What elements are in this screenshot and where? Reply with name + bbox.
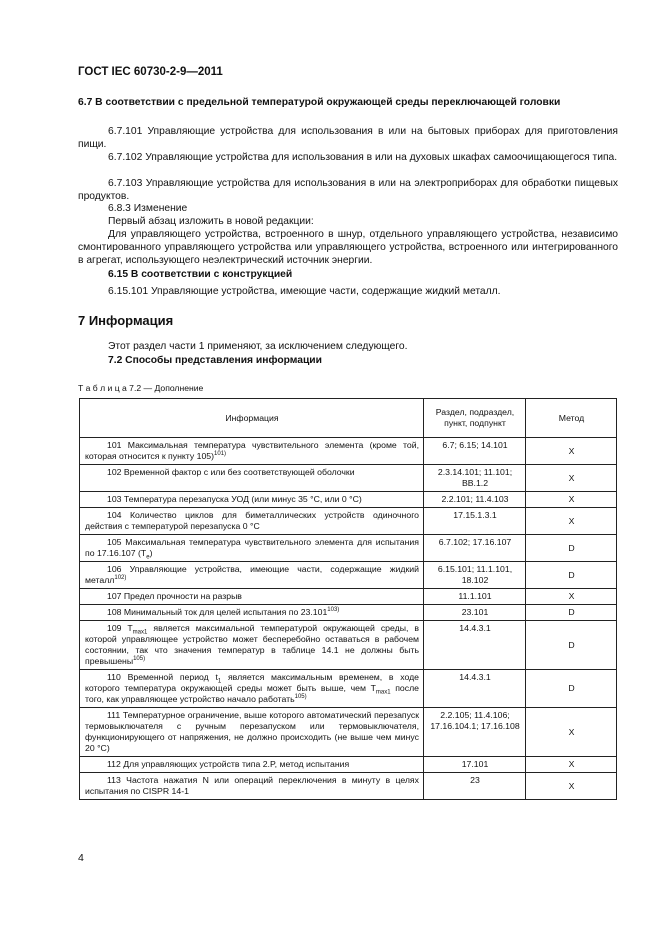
paragraph-6-7-101: 6.7.101 Управляющие устройства для использования в или на бытовых приборах для приготовления пищи.	[78, 126, 618, 151]
row-information	[80, 438, 424, 465]
row-reference: 23.101	[424, 605, 526, 621]
document-header: ГОСТ IEC 60730-2-9—2011	[78, 66, 223, 78]
header-information: Информация	[80, 399, 424, 438]
row-reference: 2.2.101; 11.4.103	[424, 492, 526, 508]
table-row	[80, 508, 617, 535]
row-information	[80, 589, 424, 605]
paragraph-6-7-102: 6.7.102 Управляющие устройства для использования в или на духовых шкафах самоочищающегося типа.	[108, 152, 618, 163]
table-row	[80, 708, 617, 757]
row-text: 108 Минимальный ток для целей испытания по 23.101	[107, 607, 328, 617]
row-reference: 11.1.101	[424, 589, 526, 605]
row-information	[80, 492, 424, 508]
row-text: 106 Управляющие устройства, имеющие части, содержащие жидкий металл	[85, 564, 419, 585]
row-supscript: 105)	[133, 656, 146, 663]
row-subscript: max1	[375, 689, 391, 696]
row-reference: 17.15.1.3.1	[424, 508, 526, 535]
row-text: 105 Максимальная температура чувствительного элемента для испытания по 17.16.107 (T	[85, 537, 419, 558]
row-method: X	[526, 773, 617, 800]
row-reference: 2.3.14.101; 11.101; BB.1.2	[424, 465, 526, 492]
row-text: 107 Предел прочности на разрыв	[107, 591, 242, 601]
row-method: D	[526, 605, 617, 621]
row-text: после того, как управляющее устройство начало работать	[85, 683, 419, 704]
row-method: D	[526, 562, 617, 589]
table-header-row	[80, 399, 617, 438]
table-caption: Т а б л и ц а 7.2 — Дополнение	[78, 383, 204, 393]
row-method: D	[526, 621, 617, 670]
row-information	[80, 535, 424, 562]
paragraph-section-7: Этот раздел части 1 применяют, за исключением следующего.	[108, 341, 408, 352]
row-reference: 17.101	[424, 757, 526, 773]
row-method: X	[526, 492, 617, 508]
table-row	[80, 465, 617, 492]
table-row	[80, 670, 617, 708]
table-row	[80, 621, 617, 670]
row-text: 101 Максимальная температура чувствительного элемента (кроме той, которая относится к пункту 105)	[85, 440, 419, 461]
table-row	[80, 438, 617, 465]
row-supscript: 103)	[327, 607, 340, 614]
header-method: Метод	[526, 399, 617, 438]
page-number: 4	[78, 852, 84, 864]
row-text: является максимальным временем, в ходе которого температура окружающей среды может быть выше, чем T	[85, 672, 419, 693]
row-reference: 2.2.105; 11.4.106; 17.16.104.1; 17.16.108	[424, 708, 526, 757]
row-method: X	[526, 465, 617, 492]
paragraph-cord-device: Для управляющего устройства, встроенного в шнур, отдельного управляющего устройства, независимо смонтированного управляющего устройства или управляющего устройства, встроенного или интегрированного в агрегат, использующего неэлектрический источник энергии.	[78, 229, 618, 267]
row-method: D	[526, 535, 617, 562]
row-text: 109 T	[107, 623, 133, 633]
row-information	[80, 508, 424, 535]
row-method: D	[526, 670, 617, 708]
row-reference: 23	[424, 773, 526, 800]
table-row	[80, 773, 617, 800]
row-text: 104 Количество циклов для биметаллических устройств одиночного действия с температурой перезапуска 0 °С	[85, 510, 419, 531]
row-text: является максимальной температурой окружающей среды, в которой управляющее устройство может бесперебойно оставаться в рабочем состоянии, так что значения температур в таблице 14.1 не должны быть превышены	[85, 623, 419, 666]
row-subscript: 1	[217, 678, 222, 685]
paragraph-6-7-103: 6.7.103 Управляющие устройства для использования в или на электроприборах для обработки пищевых продуктов.	[78, 178, 618, 203]
table-row	[80, 492, 617, 508]
row-information	[80, 773, 424, 800]
row-supscript: 101)	[214, 451, 227, 458]
paragraph-6-15-101: 6.15.101 Управляющие устройства, имеющие части, содержащие жидкий металл.	[108, 286, 501, 297]
row-text: 113 Частота нажатия N или операций переключения в минуту в целях испытания по CISPR 14-1	[85, 775, 419, 796]
row-text: 102 Временной фактор с или без соответствующей оболочки	[107, 467, 355, 477]
row-method: X	[526, 508, 617, 535]
section-6-7-heading: 6.7 В соответствии с предельной температурой окружающей среды переключающей головки	[78, 97, 561, 108]
section-7-2-heading: 7.2 Способы представления информации	[108, 355, 322, 366]
row-text: )	[149, 548, 153, 558]
table-row	[80, 562, 617, 589]
row-subscript: e	[146, 554, 150, 561]
header-section: Раздел, подраздел, пункт, подпункт	[424, 399, 526, 438]
row-information	[80, 670, 424, 708]
section-6-15-heading: 6.15 В соответствии с конструкцией	[108, 269, 293, 280]
row-information	[80, 465, 424, 492]
row-text: 112 Для управляющих устройств типа 2.P, метод испытания	[107, 759, 350, 769]
row-reference: 6.15.101; 11.1.101, 18.102	[424, 562, 526, 589]
row-information	[80, 757, 424, 773]
row-supscript: 102)	[114, 575, 127, 582]
row-text: 110 Временной период t	[107, 672, 218, 682]
table-row	[80, 535, 617, 562]
row-method: X	[526, 757, 617, 773]
row-reference: 6.7; 6.15; 14.101	[424, 438, 526, 465]
row-information	[80, 605, 424, 621]
row-text: 103 Температура перезапуска УОД (или минус 35 °С, или 0 °С)	[107, 494, 362, 504]
table-row	[80, 757, 617, 773]
row-reference: 14.4.3.1	[424, 621, 526, 670]
paragraph-new-edition: Первый абзац изложить в новой редакции:	[108, 216, 314, 227]
row-information	[80, 621, 424, 670]
table-row	[80, 589, 617, 605]
row-subscript: max1	[132, 629, 148, 636]
section-7-heading: 7 Информация	[78, 313, 174, 328]
row-method: X	[526, 589, 617, 605]
table-row	[80, 605, 617, 621]
row-reference: 14.4.3.1	[424, 670, 526, 708]
row-method: X	[526, 708, 617, 757]
row-information	[80, 562, 424, 589]
paragraph-6-8-3: 6.8.3 Изменение	[108, 203, 188, 214]
row-information	[80, 708, 424, 757]
row-method: X	[526, 438, 617, 465]
row-supscript: 105)	[294, 694, 307, 701]
information-table	[79, 398, 617, 800]
row-reference: 6.7.102; 17.16.107	[424, 535, 526, 562]
row-text: 111 Температурное ограничение, выше которого автоматический перезапуск термовыключателя с ручным перезапуском или термовыключателя, функционирующего от напряжения, не должно происходить (не выше чем минус 20 °С)	[85, 710, 419, 753]
